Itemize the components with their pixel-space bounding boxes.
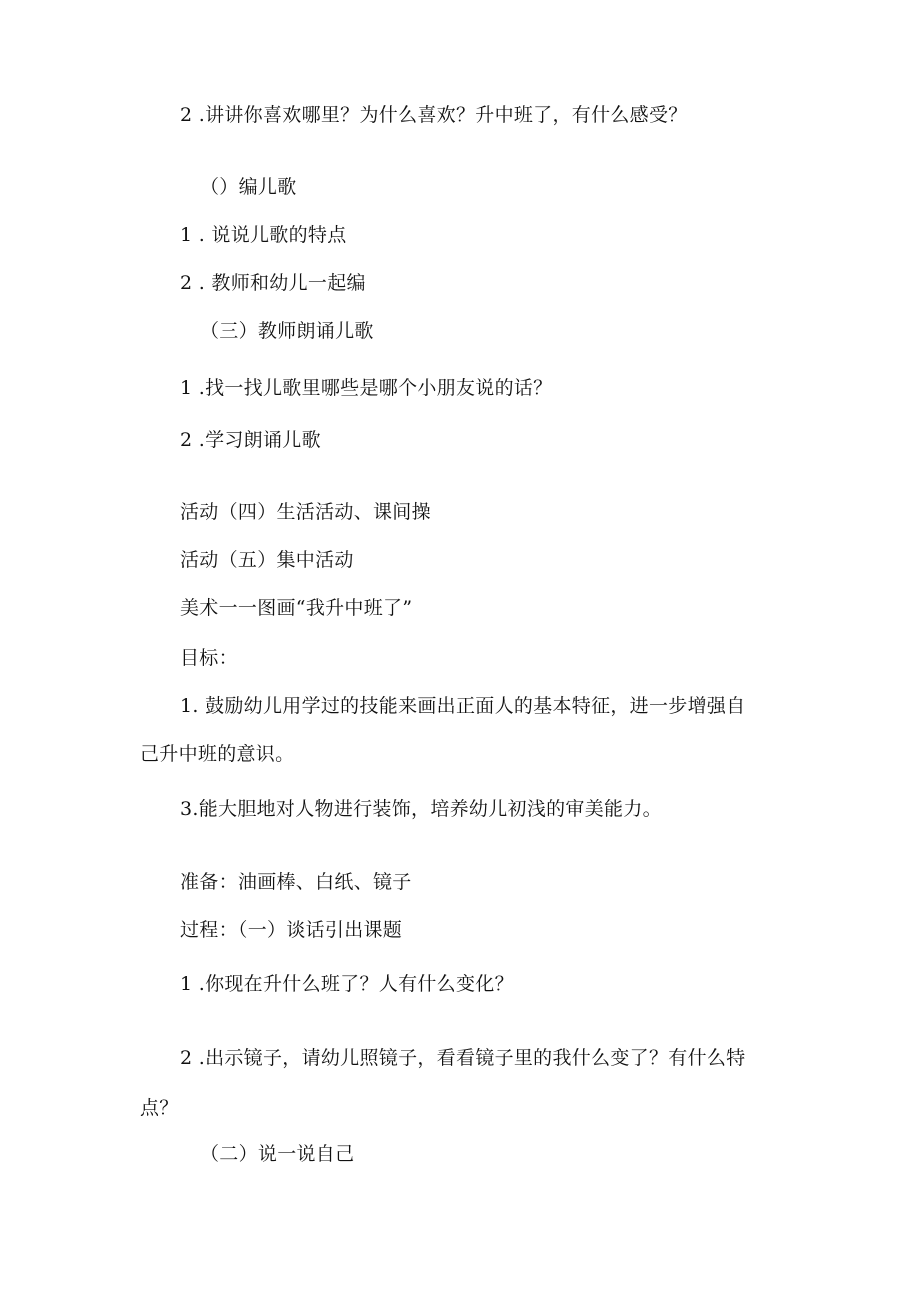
text-line: 准备：油画棒、白纸、镜子: [180, 871, 412, 893]
text-line: 1 .找一找儿歌里哪些是哪个小朋友说的话？: [180, 377, 553, 399]
text-line: 3.能大胆地对人物进行装饰，培养幼儿初浅的审美能力。: [180, 798, 662, 820]
text-line: 1 .你现在升什么班了？人有什么变化？: [180, 973, 514, 995]
section-heading: （三）教师朗诵儿歌: [200, 320, 374, 342]
text-line: 2 .学习朗诵儿歌: [180, 429, 321, 451]
text-line: 过程：（一）谈话引出课题: [180, 919, 403, 941]
text-line: 目标：: [180, 647, 238, 669]
text-line: 2 . 教师和幼儿一起编: [180, 272, 366, 294]
text-line: 2 .出示镜子，请幼儿照镜子，看看镜子里的我什么变了？有什么特: [180, 1047, 746, 1069]
text-line: 1. 鼓励幼儿用学过的技能来画出正面人的基本特征，进一步增强自: [180, 695, 746, 717]
text-line: 1 . 说说儿歌的特点: [180, 224, 347, 246]
text-line: 活动（四）生活活动、课间操: [180, 501, 431, 523]
section-heading: （二）说一说自己: [200, 1143, 355, 1165]
text-line: 美术一一图画“我升中班了”: [180, 597, 413, 619]
text-line: 活动（五）集中活动: [180, 549, 354, 571]
text-line: 2 .讲讲你喜欢哪里？为什么喜欢？升中班了，有什么感受？: [180, 104, 688, 126]
text-line: 己升中班的意识。: [140, 743, 295, 765]
text-line: 点？: [140, 1097, 179, 1119]
section-heading: （）编儿歌: [200, 176, 297, 198]
